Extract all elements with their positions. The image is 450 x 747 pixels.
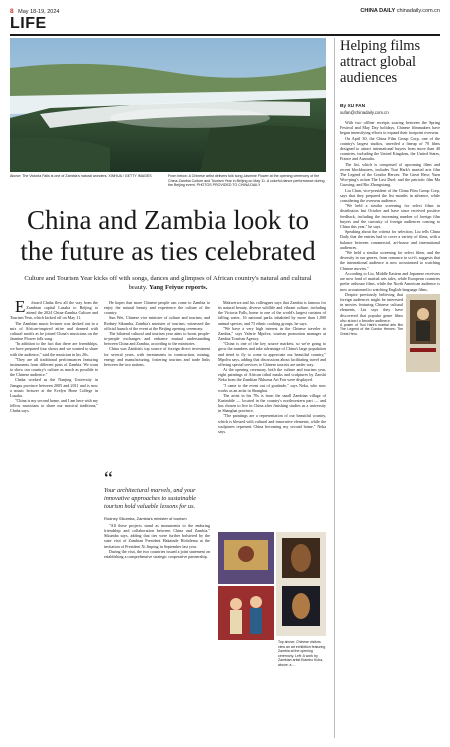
quote-text: Your architectural marvels, and your innovative approaches to sustainable tourism hold valuable lessons for us.	[104, 487, 197, 511]
quote-attribution: Rodney Sikumba, Zambia's minister of tourism	[104, 515, 187, 521]
paragraph: The artist in his 70s is from the small Zambian village of Kasimbile — located in the country's northwestern part — and has chosen to live in China after finishing studies as a university in Shanghai province.	[218, 392, 326, 414]
article-column-1	[10, 297, 98, 414]
article-column-2-continued	[104, 523, 210, 559]
paragraph: "We have a very high interest in the Chinese traveler to Zambia," says Valerie Mpolva, tourism promotion manager at Zambia Tourism Agency.	[218, 325, 326, 342]
column-3-caption: Top above: Chinese visitors view an art exhibition featuring Zambia at the opening ceremony. Left: A work by Zambian artist Kiambo Kuha, above: a ...	[278, 640, 326, 667]
paragraph: "China is my second home, and I am here with my fellow musicians to share our musical traditions," Chaba says.	[10, 397, 98, 414]
paragraph: With two offline receipts soaring between the Spring Festival and May Day holidays, Chinese filmmakers have begun intensifying efforts to expand their footprint overseas.	[340, 120, 440, 136]
article-column-3	[218, 300, 326, 530]
paper-url: chinadaily.com.cn	[396, 8, 440, 14]
paragraph: The Zambian music lecturer was decked out in a mix of African-inspired attire and donned with cultural motifs as he joined China's musicians on the Jasmine Flower folk song.	[10, 320, 98, 342]
paper-name: CHINA DAILY	[360, 8, 396, 14]
subhead-text: Culture and Tourism Year kicks off with songs, dances and glimpses of African country's natural and cultural beauty.	[24, 275, 312, 291]
sidebar-author: By XU FAN	[340, 104, 366, 109]
paragraph: Sun Wei, Chinese vice minister of culture and tourism, and Rodney Sikumba, Zambia's minister of tourism, witnessed the official launch of the event at the Beijing opening ceremony.	[104, 315, 210, 331]
section-rule	[10, 34, 440, 36]
headline: China and Zambia look to the future as ties celebrated	[20, 205, 316, 266]
quote-mark-icon: “	[104, 468, 113, 490]
dropcap: E	[15, 297, 26, 316]
photo-caption-left: Above: The Victoria Falls is one of Zambia's natural wonders. XINHUA / GETTY IMAGES	[10, 174, 152, 178]
paragraph: "All these projects stand as monuments to the enduring friendship and collaboration between China and Zambia," Sikumba says, adding that ties were further bolstered by the state visit of Zambian President Hakainde Hichilema at the invitation of President Xi Jinping in September last year.	[104, 523, 210, 549]
paragraph: "We held a similar screening for select films in distributors last October and have since received positive feedback, including the increasing number of foreign film buyers and the curiosity of foreign audiences coming to China this year," he says.	[340, 203, 440, 230]
sidebar-byline	[340, 104, 440, 115]
paragraph: "We held a similar screening for select films, and the diversity in our genres, from romance to sci-fi, suggests that the international audience is now accustomed to watching Chinese movies."	[340, 250, 440, 271]
film-poster-image	[406, 294, 440, 372]
sidebar-headline: Helping films attract global audiences	[340, 38, 421, 86]
paragraph: Makwerwa and his colleagues says that Zambia is famous for its natural beauty, diverse wildlife and vibrant culture, including the Victoria Falls, home to one of the world's largest curtains of falling water, 16 national parks inhabited by more than 1,000 animal species, and 73 ethnic cooking groups, he says.	[218, 300, 326, 326]
paragraph: Despite previously believing that foreign audiences might be interested in movies featuring Chinese cultural elements, Liu says they have discovered that popular genre films also attract a broader audience.	[340, 291, 403, 323]
section-title: LIFE	[10, 15, 47, 32]
victoria-falls-photo	[10, 38, 326, 172]
subhead-byline: Yang Feiyue reports.	[149, 284, 208, 291]
paragraph: Speaking about the criteria for selection, Liu tells China Daily that the entries had to cover a variety of films, with a balance between commercial, art-house and international audiences.	[340, 229, 440, 250]
article-column-2	[104, 300, 210, 470]
column-divider	[334, 38, 335, 738]
paragraph: China was Zambia's top source of foreign direct investment for several years, with investments in construction, mining, energy and manufacturing, fostering tourism and trade links between the two nations.	[104, 346, 210, 367]
paragraph: According to Liu, Middle Eastern and Japanese receivers are now fond of martial arts tales, while European countries prefer arthouse films, while the North American audience is now accustomed to watching English-language films.	[340, 270, 440, 292]
paragraph: "China is one of the key source markets, so we're going to grow the numbers and take advantage of China's large population and trend to fly to come to appreciate our beautiful country," Mpolva says, adding that discussions about facilitating travel and offering special services to Chinese tourists are under way.	[218, 341, 326, 367]
paragraph: Chaba worked as the Nanjing University in Jiangsu province between 2005 and 2011 and is now a music lecturer at the Evelyn Hone College in Lusaka.	[10, 377, 98, 398]
paragraph: During the visit, the two countries issued a joint statement on establishing a comprehensive strategic cooperative partnership.	[104, 548, 210, 559]
issue-date: May 18-19, 2024	[18, 8, 60, 15]
paragraph: He hopes that more Chinese people can come to Zambia to enjoy the natural beauty and experience the culture of the country.	[104, 300, 210, 316]
sidebar-body	[340, 120, 440, 374]
paragraph: On April 30, the China Film Group Corp, one of the country's largest studios, unveiled a lineup of 70 films designed to attract international buyers from more than 40 countries, including the United Kingdom, the United States, France and Australia.	[340, 135, 440, 162]
poster-caption: A poster of Tsui Hark's martial arts film The Legend of the Condor Heroes: The Great Hero.	[340, 322, 403, 336]
paragraph: Liu Chun, vice-president of the China Film Group Corp, says that they prepared the list months in advance, while considering the overseas audience.	[340, 187, 440, 204]
paragraph: The list, which is comprised of upcoming films and recent blockbusters, includes Tsui Hark's martial arts film The Legend of the Condor Heroes: The Great Hero; Yuen Woo-ping's action The Last Duel; and the patriotic film Ma Guoxing; and Rio Zhongxiang.	[340, 161, 440, 188]
art-exhibition-photo	[276, 532, 326, 636]
masthead-left	[10, 8, 59, 15]
sidebar-email: xufan@chinadaily.com.cn	[340, 109, 389, 115]
paragraph: "I came to the event out of gratitude," says Neka, who now works as an artist in Shanghai.	[218, 382, 326, 393]
page-number: 8	[10, 7, 14, 15]
paragraph: "The paintings are a representation of our beautiful country, which is blessed with cultural and innovative elements, while the sculptures represent China becoming my second home," Neka says.	[218, 413, 326, 434]
pull-quote	[104, 468, 214, 521]
masthead-bar	[10, 6, 440, 16]
photo-caption-right: From below: A Chinese artist delivers folk song Jasmine Flower at the opening ceremony of the China-Zambia Culture and Tourism Year in Beijing on May 11. A colorful dance performance during the Beijing event. PHOTOS PROVIDED TO CHINA DAILY	[168, 174, 325, 188]
paragraph: At the opening ceremony, both the culture and tourism year, eight paintings of African tribal masks and sculptures by Zaoshi Neka from the Zambian Nkhoma Art Fair were displayed.	[218, 367, 326, 383]
paragraph: "They are all traditional performances featuring instruments from different parts of Zambia. We want to show our country's culture as much as possible to the Chinese audience."	[10, 356, 98, 378]
paragraph: "In addition to the fact that there are friendships, we have prepared four shows and we wanted to share with the audience," said the musician in his 20s.	[10, 341, 98, 357]
paragraph: The bilateral cultural and tourism year aims to boost people-to-people exchanges and enhance mutual understanding between China and Zambia, according to the ministries.	[104, 330, 210, 347]
paragraph-text: dward Chaba flew all the way from the Zambian capital Lusaka to Beijing to attend the 2024 China-Zambia Culture and Tourism Year, which kicked off on May 11.	[10, 300, 98, 321]
masthead-right	[360, 8, 440, 14]
opening-ceremony-photo	[218, 532, 274, 640]
subhead	[22, 274, 314, 292]
paragraph	[10, 297, 98, 321]
